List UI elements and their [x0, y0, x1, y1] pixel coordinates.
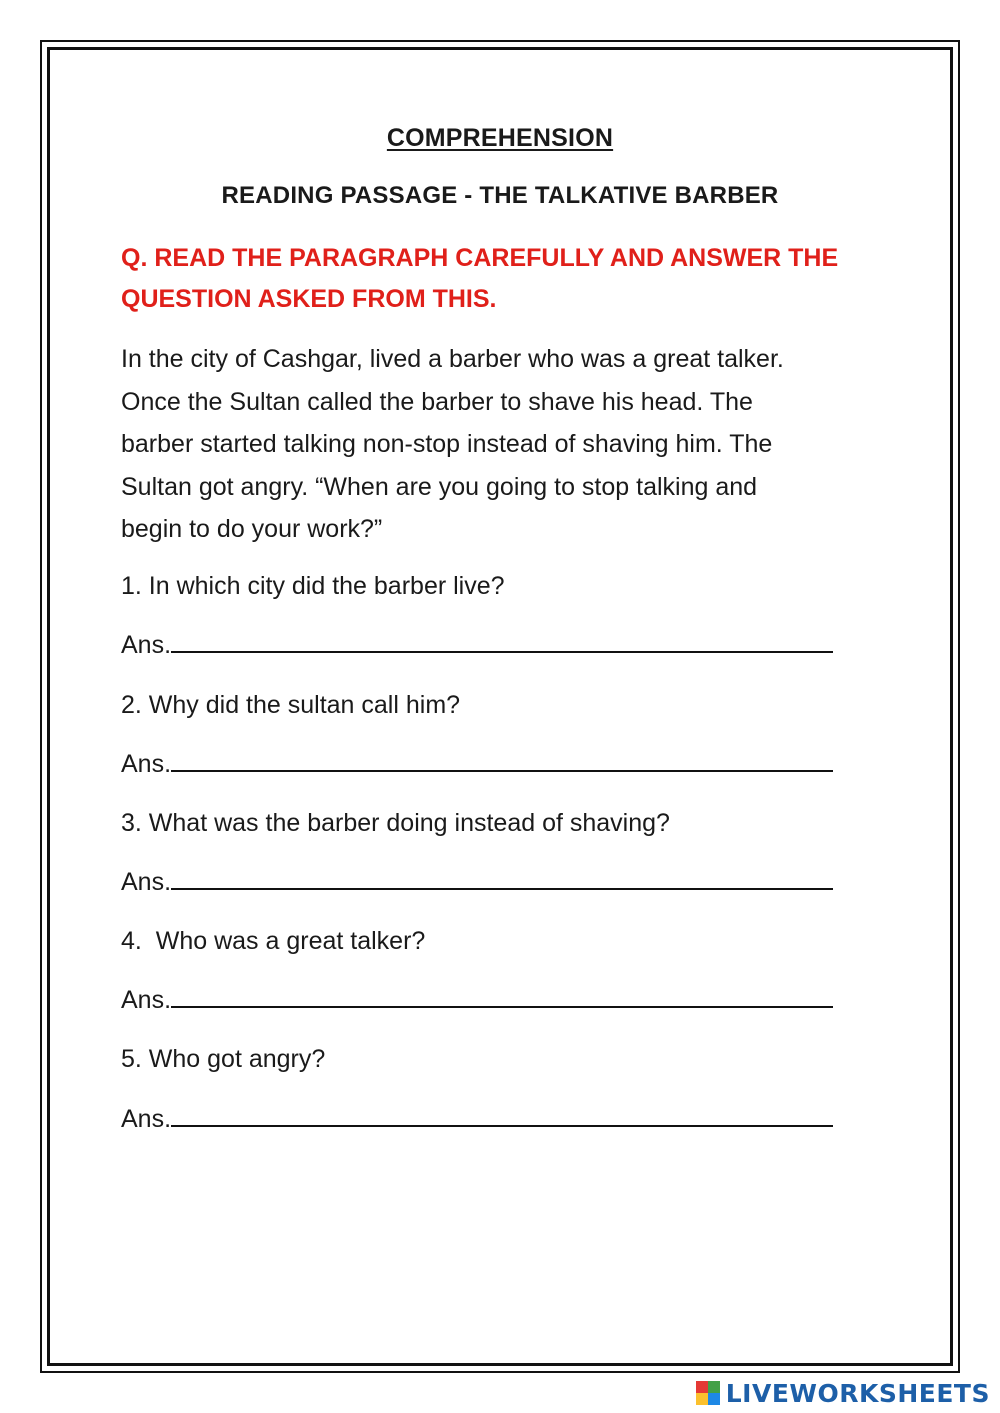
answer-blank-1[interactable] [171, 633, 833, 653]
question-3: 3. What was the barber doing instead of shaving? [121, 809, 670, 837]
passage-line: Sultan got angry. “When are you going to stop talking and [121, 472, 758, 501]
passage-line: barber started talking non-stop instead of shaving him. The [121, 430, 773, 458]
question-5: 5. Who got angry? [121, 1045, 326, 1073]
answer-row-1 [121, 631, 833, 660]
answer-row-4 [121, 986, 833, 1015]
answer-row-2 [121, 750, 833, 779]
answer-row-5 [121, 1105, 833, 1134]
answer-blank-5[interactable] [171, 1107, 833, 1127]
question-4: 4. Who was a great talker? [121, 927, 426, 955]
liveworksheets-branding[interactable] [696, 1378, 990, 1408]
question-1: 1. In which city did the barber live? [121, 572, 505, 600]
answer-prefix: Ans. [121, 631, 172, 659]
passage-line: In the city of Cashgar, lived a barber who was a great talker. [121, 345, 784, 373]
question-2: 2. Why did the sultan call him? [121, 691, 461, 719]
answer-prefix: Ans. [121, 868, 172, 896]
answer-prefix: Ans. [121, 1105, 172, 1133]
answer-blank-4[interactable] [171, 988, 833, 1008]
passage-line: Once the Sultan called the barber to shave his head. The [121, 387, 753, 416]
passage-line: begin to do your work?” [121, 515, 383, 543]
worksheet-title: COMPREHENSION [386, 124, 614, 152]
answer-row-3 [121, 868, 833, 897]
brand-name: LIVEWORKSHEETS [725, 1378, 990, 1408]
answer-prefix: Ans. [121, 986, 172, 1014]
instruction-line: QUESTION ASKED FROM THIS. [121, 285, 497, 313]
answer-prefix: Ans. [121, 750, 172, 778]
reading-passage [121, 338, 871, 551]
instruction-text [121, 238, 861, 320]
liveworksheets-logo-icon [696, 1381, 720, 1405]
answer-blank-2[interactable] [171, 752, 833, 772]
answer-blank-3[interactable] [171, 870, 833, 890]
worksheet-subtitle: READING PASSAGE - THE TALKATIVE BARBER [221, 182, 779, 209]
instruction-line: Q. READ THE PARAGRAPH CAREFULLY AND ANSWER THE [121, 244, 839, 272]
